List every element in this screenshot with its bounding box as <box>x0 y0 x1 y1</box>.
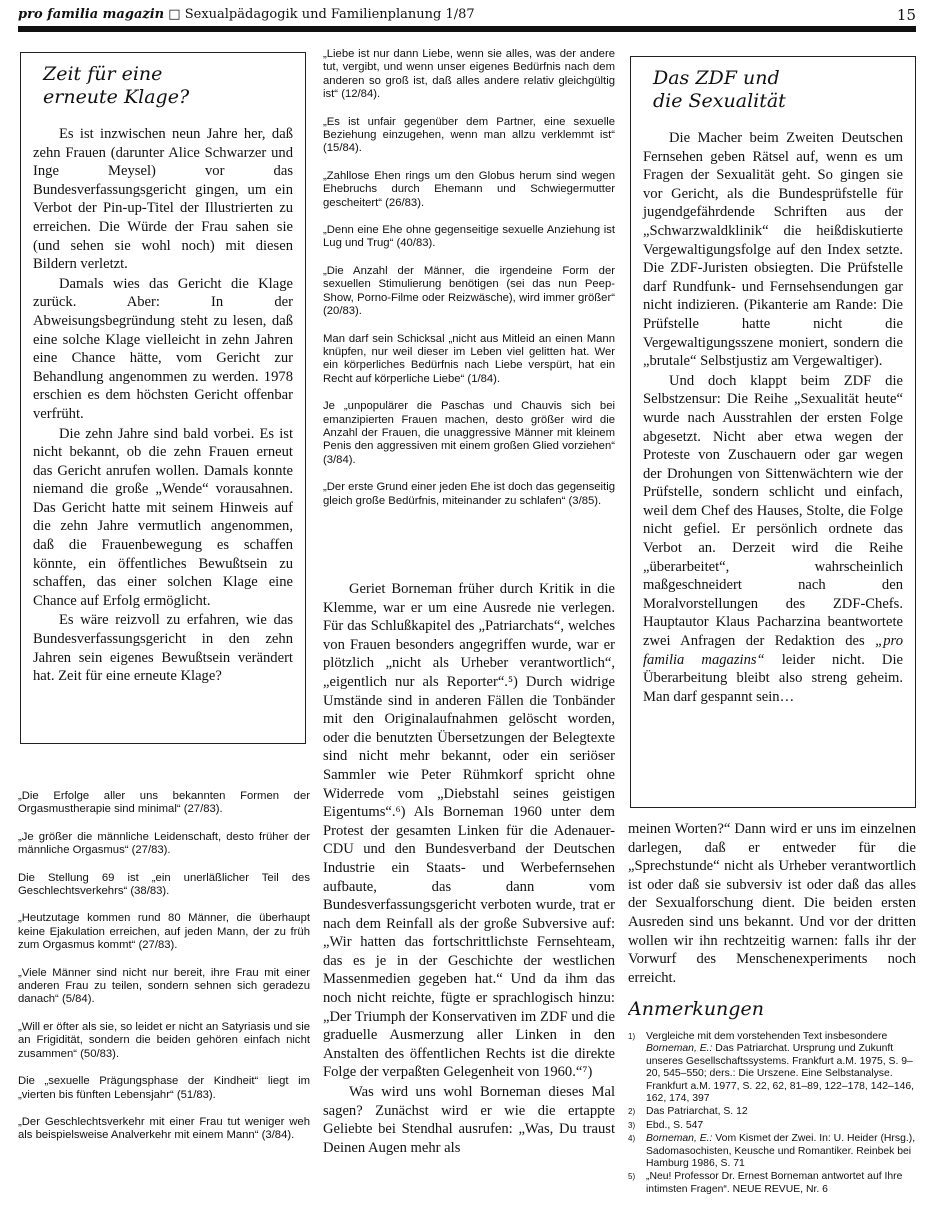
note-text-post: Vom Kismet der Zwei. In: U. Heider (Hrsg.), Sadomasochisten, Keusche und Romantiker. Reinbek bei Hamburg 1986, S. 71 <box>646 1133 916 1170</box>
page-number: 15 <box>896 6 916 24</box>
box-right-title <box>643 67 903 113</box>
quote-item: „Will er öfter als sie, so leidet er nicht an Satyriasis und sie an Frigidität, sondern die beiden gehören einfach nicht zusammen“ (50/83). <box>18 1020 310 1060</box>
box-left-paragraph: Es ist inzwischen neun Jahre her, daß zehn Frauen (darunter Alice Schwarzer und Inge Meysel) vor das Bundesverfassungsgericht gingen, um ein Verbot der Pin-up-Titel der Illustrierten zu erreichen. Die Würde der Frau sahen sie (und sehen sie wohl noch) mit diesen Bildern verletzt. <box>33 126 293 273</box>
box-right-paragraph <box>643 372 903 707</box>
notes-title: Anmerkungen <box>628 998 764 1020</box>
quote-item: Die „sexuelle Prägungsphase der Kindheit“ liegt im „vierten bis fünften Lebensjahr“ (51/83). <box>18 1075 310 1101</box>
article-body-middle <box>323 580 615 1212</box>
box-left-paragraph: Es wäre reizvoll zu erfahren, wie das Bundesverfassungsgericht in den zehn Jahren sein eigenes Bewußtsein verändert hat. Zeit für eine erneute Klage? <box>33 612 293 685</box>
note-number: 5) <box>628 1172 636 1182</box>
quote-item: „Die Erfolge aller uns bekannten Formen der Orgasmustherapie sind minimal“ (27/83). <box>18 790 310 816</box>
box-right-text: Und doch klappt beim ZDF die Selbstzensur: Die Reihe „Sexualität heute“ wurde nach Ausstrahlen der ersten Folge abgesetzt. Nicht aber etwa wegen der Proteste von Zuschauern oder gar wegen der Drohungen von Sittenwächtern wie der Prüfstelle, sondern schlicht und einfach, weil dem Chef des Hauses, Stolte, die Folge nicht gefiel. Er persönlich ordnete das Verbot an. Derzeit wird die Reihe „überarbeitet“, wahrscheinlich maßgeschneidert nach den Moralvorstellungen des ZDF-Chefs. Hauptautor Klaus Pacharzina beantwortete zwei Anfragen der Redaktion des <box>643 372 903 650</box>
note-text <box>646 1120 916 1132</box>
quote-item: Man darf sein Schicksal „nicht aus Mitleid an einen Mann knüpfen, nur weil dieser im Leben viel gelitten hat. Wer ein körperliches Bedürfnis nach Liebe verspürt, hat ein Recht auf körperliche Liebe“ (1/84). <box>323 332 615 385</box>
note-author: Borneman, E.: <box>646 1133 713 1145</box>
box-right-title-line1: Das ZDF und <box>653 67 780 89</box>
quote-item: „Denn eine Ehe ohne gegenseitige sexuelle Anziehung ist Lug und Trug“ (40/83). <box>323 224 615 250</box>
box-left-title-line2: erneute Klage? <box>43 86 190 108</box>
body-paragraph: meinen Worten?“ Dann wird er uns im einzelnen darlegen, daß er entweder für die „Sprechstunde“ nicht als Urheber verantwortlich ist oder daß sie subversiv ist oder daß das alles der Sexualforschung dient. Die beiden ersten Ausreden sind uns bekannt. Und vor der dritten wollen wir ihn rechtzeitig warnen: falls ihr der Vorwurf des Menschenexperiments noch erreicht. <box>628 821 916 986</box>
note-text <box>646 1133 916 1170</box>
notes-section <box>628 990 916 1212</box>
note-text <box>646 1106 916 1118</box>
quote-item: „Zahllose Ehen rings um den Globus herum sind wegen Ehebruchs durch Ehemann und Schwiegermutter gescheitert“ (26/83). <box>323 169 615 209</box>
quotes-left-column <box>18 790 310 1210</box>
note-number: 3) <box>628 1120 636 1130</box>
note-text <box>646 1031 916 1105</box>
header-rule <box>18 26 916 32</box>
quote-item: „Die Anzahl der Männer, die irgendeine Form der sexuellen Stimulierung benötigen (sei das nun Peep-Show, Porno-Filme oder Reizwäsche), wird immer größer“ (20/83). <box>323 264 615 318</box>
box-left-title <box>33 63 293 109</box>
box-left-paragraph: Damals wies das Gericht die Klage zurück. Aber: In der Abweisungsbegründung steht zu lesen, daß eine solche Klage vielleicht in zehn Jahren eine Chance hätte, vom Gericht zur Behandlung angenommen zu werden. 1978 erschien es dem höchsten Gericht offenbar verfrüht. <box>33 275 293 422</box>
note-item <box>628 1031 916 1105</box>
article-body-right <box>628 820 916 990</box>
box-left-paragraph: Die zehn Jahre sind bald vorbei. Es ist nicht bekannt, ob die zehn Frauen erneut das Gericht anrufen wollen. Damals konnte niemand die große „Wende“ vorausahnen. Das Gericht hatte mit seinem Hinweis auf die zehn Jahre vermutlich angenommen, daß die Frauenbewegung es schaffen könnte, ein öffentliches Bewußtsein zu schaffen, das einer solchen Klage eine Chance auf Erfolg ermöglicht. <box>33 425 293 609</box>
note-item <box>628 1171 916 1196</box>
header-section: Sexualpädagogik und Familienplanung 1/87 <box>184 7 475 22</box>
note-text-pre: Das Patriarchat, S. 12 <box>646 1106 748 1118</box>
note-item <box>628 1120 916 1132</box>
quote-item: „Der erste Grund einer jeden Ehe ist doch das gegenseitig gleich große Bedürfnis, miteinander zu schlafen“ (3/85). <box>323 481 615 507</box>
note-number: 2) <box>628 1107 636 1117</box>
note-number: 1) <box>628 1032 636 1041</box>
magazine-name: pro familia magazin <box>18 7 165 22</box>
quote-item: „Je größer die männliche Leidenschaft, desto früher der männliche Orgasmus“ (27/83). <box>18 830 310 857</box>
note-text <box>646 1171 916 1196</box>
quote-item: Je „unpopulärer die Paschas und Chauvis sich bei emanzipierten Frauen machen, desto größer wird die Anzahl der Frauen, die unaggressive Männer mit kleinem Penis den aggressiven mit einem großen Glied vorziehen“ (3/84). <box>323 400 615 466</box>
header-separator: □ <box>168 7 181 22</box>
box-right-paragraph: Die Macher beim Zweiten Deutschen Fernsehen geben Rätsel auf, wenn es um Fragen der Sexualität geht. So gingen sie vor Gericht, als die Bundesprüfstelle für jugendgefährdende Schriften aus der „Schwarzwaldklinik“ die heißdiskutierte Vergewaltigungsfolge auf den Index setzte. Die ZDF-Juristen obsiegten. Die Prüfstelle darf Rundfunk- und Fernsehsendungen gar nicht indizieren. (Pikanterie am Rande: Die Prüfstelle hatte nicht die Vergewaltigungsszene moniert, sondern die „brutale“ Selbstjustiz am Vergewaltiger). <box>643 130 903 370</box>
body-paragraph: Geriet Borneman früher durch Kritik in die Klemme, war er um eine Ausrede nie verlegen. Für das Schlußkapitel des „Patriarchats“, welches von Frauen besonders angegriffen wurde, war er plötzlich „nicht als Urheber verantwortlich“, „eigentlich nur als Reporter“.⁵) Durch widrige Umstände sind in anderen Fällen die Tonbänder mit den Originalaufnahmen gelöscht worden, oder die benutzten Übersetzungen der Belegtexte sind nicht mehr bekannt, oder ein seriöser Sammler wie Peter Rühmkorf spricht ohne Widerrede vom „Diebstahl seines geistigen Eigentums“.⁶) Als Borneman 1960 unter dem Protest der gesamten Linken für die Adenauer-CDU und den Bundesverband der Deutschen Industrie ein Staats- und Werbefernsehen aufbaute, das dann vom Bundesverfassungsgericht verboten wurde, trat er nach dem Reinfall als der große Subversive auf: „Wir hatten das fortschrittlichste Fernsehteam, das es je in der Geschichte der westlichen Massenmedien gegeben hat.“ Und da ihm das noch nicht reichte, fügte er sprachlogisch hinzu: „Der Triumph der Konservativen im ZDF und die graduelle Ausmerzung aller Linken in den Anstalten des öffentlichen Rechts ist die direkte Folge der verpaßten Gelegenheit von 1960.“⁷) <box>323 581 615 1081</box>
note-text-post: Das Patriarchat. Ursprung und Zukunft unseres Gesellschaftssystems. Frankfurt a.M. 1975, S. 9–20, 545–550; ders.: Die Urszene. Eine Selbstanalyse. Frankfurt a.M. 1977, S. 22, 62, 81–89, 122–178, 142–146, 162, 174, 397 <box>646 1043 915 1105</box>
note-text-pre: Vergleiche mit dem vorstehenden Text insbesondere <box>646 1031 888 1042</box>
note-text-pre: Ebd., S. 547 <box>646 1119 704 1131</box>
note-text-pre: „Neu! Professor Dr. Ernest Borneman antwortet auf Ihre intimsten Fragen“. NEUE REVUE, Nr. 6 <box>646 1171 903 1195</box>
body-paragraph: Was wird uns wohl Borneman dieses Mal sagen? Zunächst wird er wie die ertappte Geliebte bei Stendhal ausrufen: „Was, Du traust Deinen Augen mehr als <box>323 1084 615 1156</box>
note-item <box>628 1133 916 1170</box>
quote-item: „Heutzutage kommen rund 80 Männer, die überhaupt keine Ejakulation erreichen, auf jeden Mann, der zu früh zum Orgasmus kommt“ (27/83). <box>18 912 310 952</box>
header-left <box>18 6 475 24</box>
quote-item: „Viele Männer sind nicht nur bereit, ihre Frau mit einer anderen Frau zu teilen, sondern sehnen sich geradezu danach“ (5/84). <box>18 966 310 1006</box>
note-author: Borneman, E.: <box>646 1043 713 1055</box>
box-zeit-fuer-klage <box>20 52 306 744</box>
quote-item: „Es ist unfair gegenüber dem Partner, eine sexuelle Beziehung einzugehen, wenn man allzu verklemmt ist“ (15/84). <box>323 115 615 155</box>
box-zdf-sexualitaet <box>630 56 916 808</box>
note-number: 4) <box>628 1134 636 1144</box>
note-item <box>628 1106 916 1118</box>
page-header <box>18 6 916 24</box>
box-right-title-line2: die Sexualität <box>653 90 786 112</box>
quotes-middle-column <box>323 48 615 568</box>
quote-item: „Der Geschlechtsverkehr mit einer Frau tut weniger weh als beispielsweise Analverkehr mit einem Mann“ (3/84). <box>18 1115 310 1142</box>
magazine-reference: „pro familia magazins“ <box>643 633 903 668</box>
box-left-title-line1: Zeit für eine <box>43 63 163 85</box>
quote-item: Die Stellung 69 ist „ein unerläßlicher Teil des Geschlechtsverkehrs“ (38/83). <box>18 871 310 898</box>
box-right-text-end: leider nicht. Die Überarbeitung bleibt also streng geheim. Man darf gespannt sein… <box>643 651 903 705</box>
quote-item: „Liebe ist nur dann Liebe, wenn sie alles, was der andere tut, vergibt, und wenn unser eigenes Bedürfnis nach dem anderen so groß ist, daß alles andere relativ gleichgültig ist“ (12/84). <box>323 48 615 101</box>
